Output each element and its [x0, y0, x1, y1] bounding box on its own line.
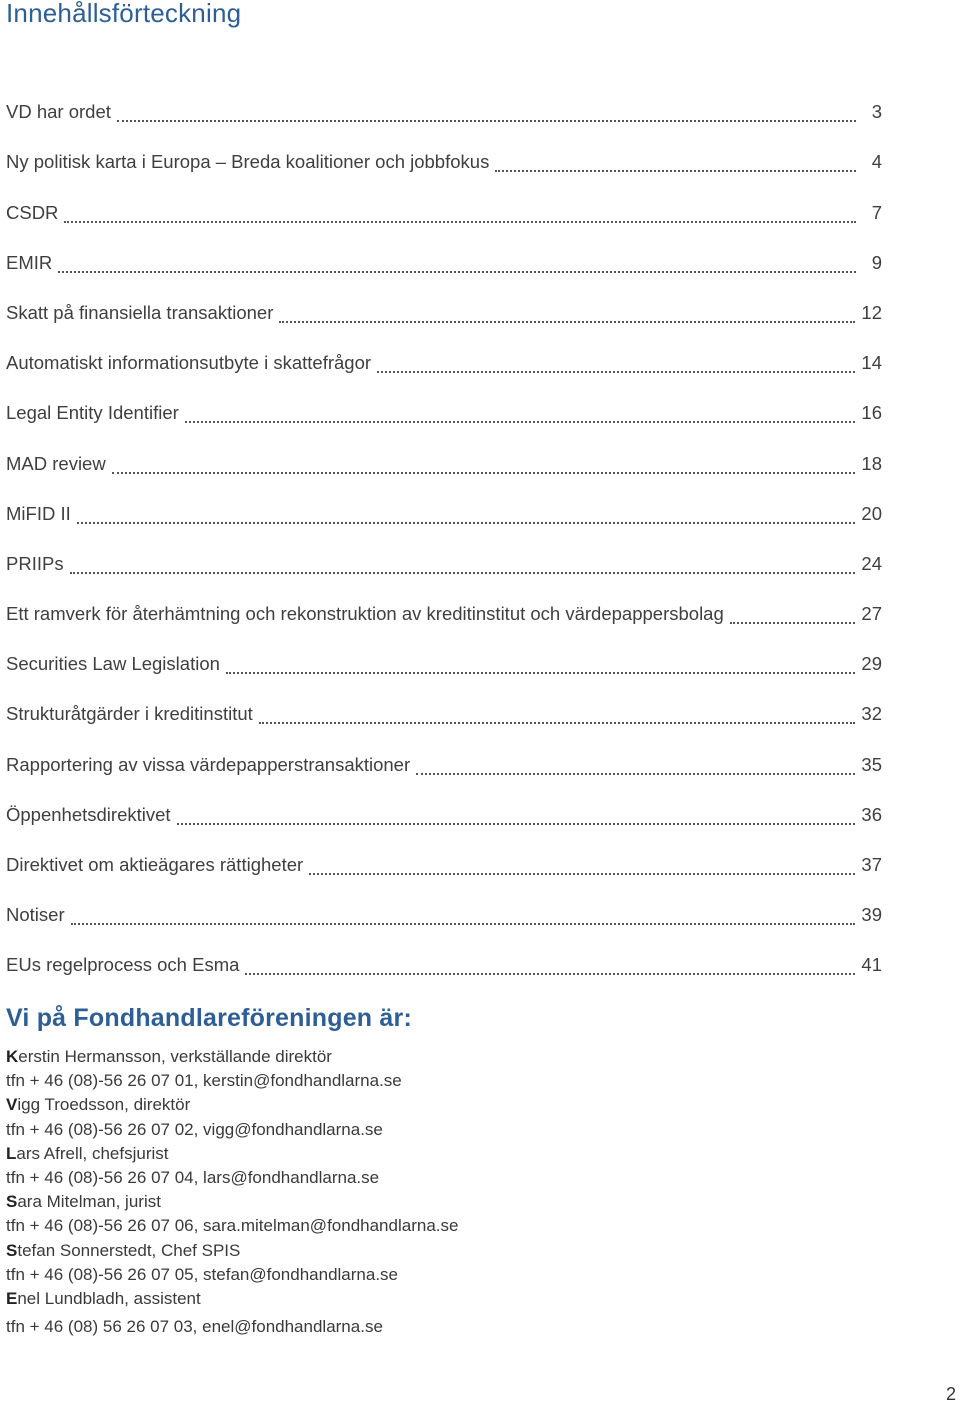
contact-details[interactable]: tfn + 46 (08)-56 26 07 02, vigg@fondhandlarna.se: [6, 1119, 383, 1139]
toc-entry[interactable]: [6, 124, 882, 174]
contact-initial: K: [6, 1047, 19, 1066]
toc-entry[interactable]: [6, 526, 882, 576]
toc-leader-dots: [279, 311, 855, 323]
toc-list: [6, 74, 882, 977]
contact-details[interactable]: tfn + 46 (08)-56 26 07 06, sara.mitelman@fondhandlarna.se: [6, 1216, 459, 1236]
toc-entry-title: Notiser: [6, 904, 65, 926]
toc-entry-page: 18: [861, 452, 882, 474]
toc-entry-title: Ett ramverk för återhämtning och rekonstruktion av kreditinstitut och värdepappersbolag: [6, 603, 724, 625]
toc-entry-title: Ny politisk karta i Europa – Breda koalitioner och jobbfokus: [6, 151, 490, 173]
contact-name-rest: ars Afrell, chefsjurist: [16, 1143, 169, 1163]
contacts-heading: Vi på Fondhandlareföreningen är:: [6, 1004, 412, 1032]
toc-entry-page: 24: [861, 552, 882, 574]
toc-entry-page: 41: [861, 954, 882, 976]
toc-entry-title: PRIIPs: [6, 552, 64, 574]
contact-details[interactable]: tfn + 46 (08)-56 26 07 01, kerstin@fondhandlarna.se: [6, 1071, 402, 1091]
toc-leader-dots: [259, 712, 856, 724]
toc-leader-dots: [226, 662, 856, 674]
toc-entry[interactable]: [6, 726, 882, 776]
toc-entry-title: VD har ordet: [6, 101, 111, 123]
contact-details[interactable]: tfn + 46 (08) 56 26 07 03, enel@fondhandlarna.se: [6, 1317, 383, 1337]
toc-entry-title: Securities Law Legislation: [6, 653, 220, 675]
toc-entry-title: Rapportering av vissa värdepapperstransaktioner: [6, 753, 411, 775]
contact-name-rest: ara Mitelman, jurist: [17, 1192, 161, 1212]
toc-entry[interactable]: [6, 74, 882, 124]
contact-name: [6, 1045, 706, 1069]
toc-entry-page: 12: [861, 301, 882, 323]
toc-entry[interactable]: [6, 777, 882, 827]
toc-leader-dots: [416, 763, 855, 775]
contact-initial: S: [6, 1192, 18, 1212]
contact-initial: V: [6, 1095, 18, 1115]
toc-leader-dots: [71, 913, 856, 925]
toc-leader-dots: [177, 813, 856, 825]
contact-list: [6, 1045, 706, 1339]
toc-entry-page: 16: [861, 402, 882, 424]
toc-entry-page: 20: [861, 502, 882, 524]
toc-leader-dots: [730, 612, 856, 624]
toc-leader-dots: [117, 110, 856, 122]
toc-entry-title: EUs regelprocess och Esma: [6, 954, 240, 976]
contact-name-rest: igg Troedsson, direktör: [17, 1095, 191, 1115]
toc-entry-page: 39: [861, 904, 882, 926]
toc-entry-title: CSDR: [6, 201, 59, 223]
toc-entry-title: EMIR: [6, 251, 53, 273]
contact-initial: L: [6, 1143, 17, 1163]
contact-details[interactable]: tfn + 46 (08)-56 26 07 04, lars@fondhandlarna.se: [6, 1168, 380, 1188]
contact-initial: E: [6, 1289, 18, 1309]
toc-entry-title: Öppenhetsdirektivet: [6, 803, 171, 825]
toc-entry[interactable]: [6, 375, 882, 425]
toc-entry[interactable]: [6, 827, 882, 877]
contact-card: [6, 1142, 706, 1190]
toc-heading: Innehållsförteckning: [6, 0, 242, 28]
toc-leader-dots: [377, 361, 855, 373]
contact-name: [6, 1239, 706, 1263]
toc-entry[interactable]: [6, 676, 882, 726]
contact-name: [6, 1142, 706, 1166]
toc-entry-page: 3: [871, 101, 882, 123]
contact-card: [6, 1190, 706, 1238]
contact-name-rest: erstin Hermansson, verkställande direktör: [18, 1047, 332, 1066]
toc-entry-title: MiFID II: [6, 502, 71, 524]
contact-details[interactable]: tfn + 46 (08)-56 26 07 05, stefan@fondhandlarna.se: [6, 1264, 399, 1284]
contact-name: [6, 1287, 706, 1311]
toc-entry-page: 7: [871, 201, 882, 223]
toc-entry[interactable]: [6, 325, 882, 375]
toc-leader-dots: [245, 963, 855, 975]
toc-entry-page: 4: [871, 151, 882, 173]
toc-entry-title: Legal Entity Identifier: [6, 402, 179, 424]
toc-leader-dots: [77, 512, 856, 524]
toc-entry[interactable]: [6, 225, 882, 275]
toc-entry-title: MAD review: [6, 452, 106, 474]
toc-entry[interactable]: [6, 927, 882, 977]
toc-entry-page: 9: [871, 251, 882, 273]
contact-card: [6, 1045, 706, 1093]
toc-leader-dots: [64, 211, 856, 223]
toc-leader-dots: [70, 562, 856, 574]
toc-entry[interactable]: [6, 425, 882, 475]
toc-entry-page: 27: [861, 603, 882, 625]
contact-card: [6, 1239, 706, 1287]
toc-leader-dots: [495, 160, 856, 172]
contact-card: [6, 1287, 706, 1339]
toc-entry-title: Automatiskt informationsutbyte i skattefrågor: [6, 352, 372, 374]
toc-entry-page: 14: [861, 352, 882, 374]
toc-leader-dots: [112, 462, 856, 474]
contact-initial: S: [6, 1240, 18, 1260]
toc-entry[interactable]: [6, 576, 882, 626]
toc-entry-title: Strukturåtgärder i kreditinstitut: [6, 703, 253, 725]
toc-entry-page: 35: [861, 753, 882, 775]
toc-entry[interactable]: [6, 626, 882, 676]
toc-entry-page: 36: [861, 803, 882, 825]
contact-name-rest: nel Lundbladh, assistent: [17, 1289, 201, 1309]
contact-name: [6, 1093, 706, 1117]
toc-entry-page: 29: [861, 653, 882, 675]
contact-name-rest: tefan Sonnerstedt, Chef SPIS: [17, 1240, 241, 1260]
toc-entry-title: Skatt på finansiella transaktioner: [6, 301, 274, 323]
toc-leader-dots: [309, 863, 855, 875]
toc-entry-page: 37: [861, 854, 882, 875]
page-number: 2: [945, 1384, 956, 1404]
toc-leader-dots: [185, 411, 856, 423]
toc-entry[interactable]: [6, 877, 882, 927]
toc-entry[interactable]: [6, 174, 882, 224]
toc-entry-page: 32: [861, 703, 882, 725]
contact-name: [6, 1190, 706, 1214]
contact-card: [6, 1093, 706, 1141]
toc-entry[interactable]: [6, 275, 882, 325]
toc-entry[interactable]: [6, 476, 882, 526]
toc-entry-title: Direktivet om aktieägares rättigheter: [6, 854, 304, 875]
toc-leader-dots: [58, 261, 856, 273]
